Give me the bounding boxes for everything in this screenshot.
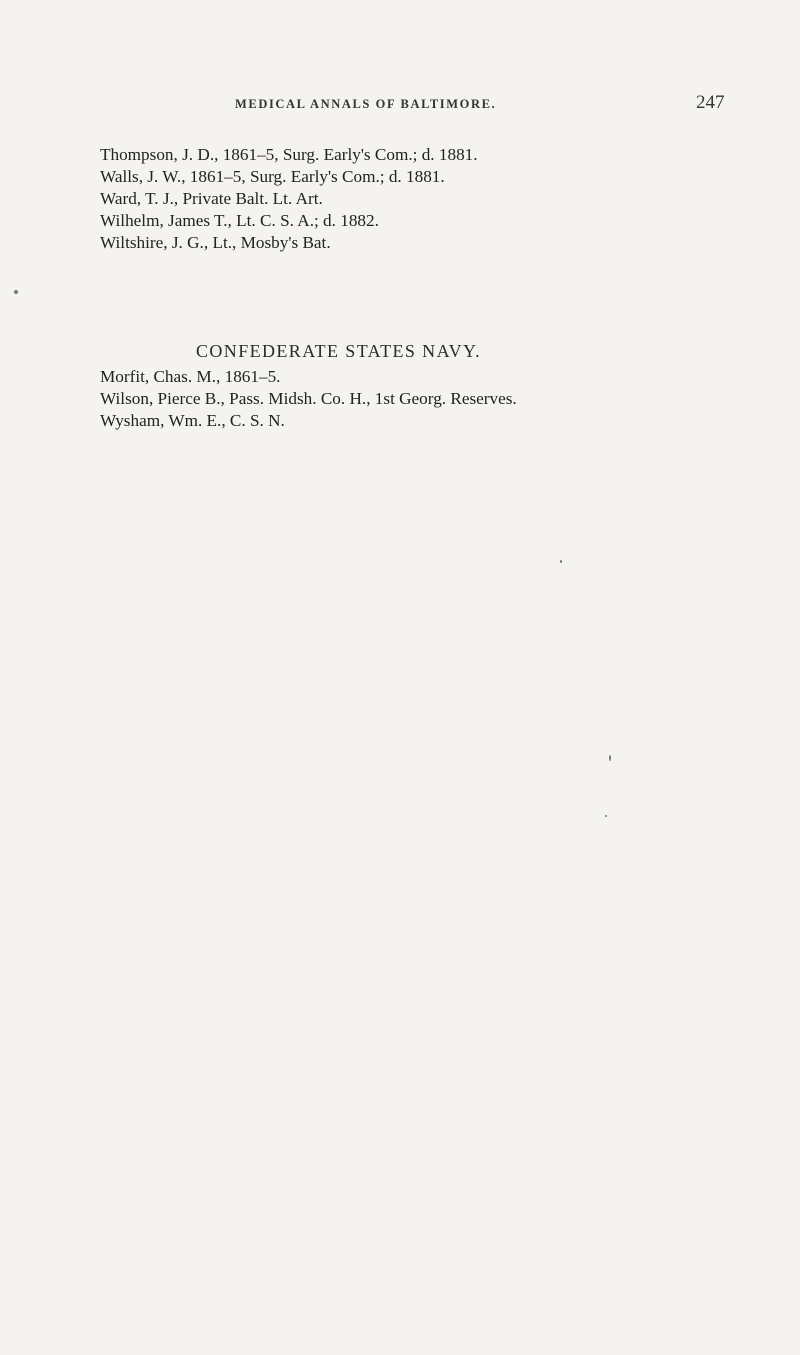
print-speck — [560, 560, 562, 563]
print-speck — [605, 815, 607, 817]
navy-section-heading: CONFEDERATE STATES NAVY. — [196, 341, 482, 361]
navy-entry: Morfit, Chas. M., 1861–5. — [100, 367, 281, 386]
print-speck — [14, 290, 18, 294]
navy-entry: Wilson, Pierce B., Pass. Midsh. Co. H., 1st Georg. Reserves. — [100, 389, 517, 408]
navy-entries-list — [100, 366, 517, 432]
army-entry: Wilhelm, James T., Lt. C. S. A.; d. 1882. — [100, 211, 379, 230]
running-head: MEDICAL ANNALS OF BALTIMORE. — [235, 97, 497, 111]
army-entries-list — [100, 144, 478, 254]
army-entry: Thompson, J. D., 1861–5, Surg. Early's Com.; d. 1881. — [100, 145, 478, 164]
army-entry: Walls, J. W., 1861–5, Surg. Early's Com.; d. 1881. — [100, 167, 445, 186]
navy-entry: Wysham, Wm. E., C. S. N. — [100, 411, 285, 430]
army-entry: Wiltshire, J. G., Lt., Mosby's Bat. — [100, 233, 331, 252]
page-number: 247 — [696, 92, 725, 113]
army-entry: Ward, T. J., Private Balt. Lt. Art. — [100, 189, 323, 208]
print-speck — [609, 755, 611, 761]
